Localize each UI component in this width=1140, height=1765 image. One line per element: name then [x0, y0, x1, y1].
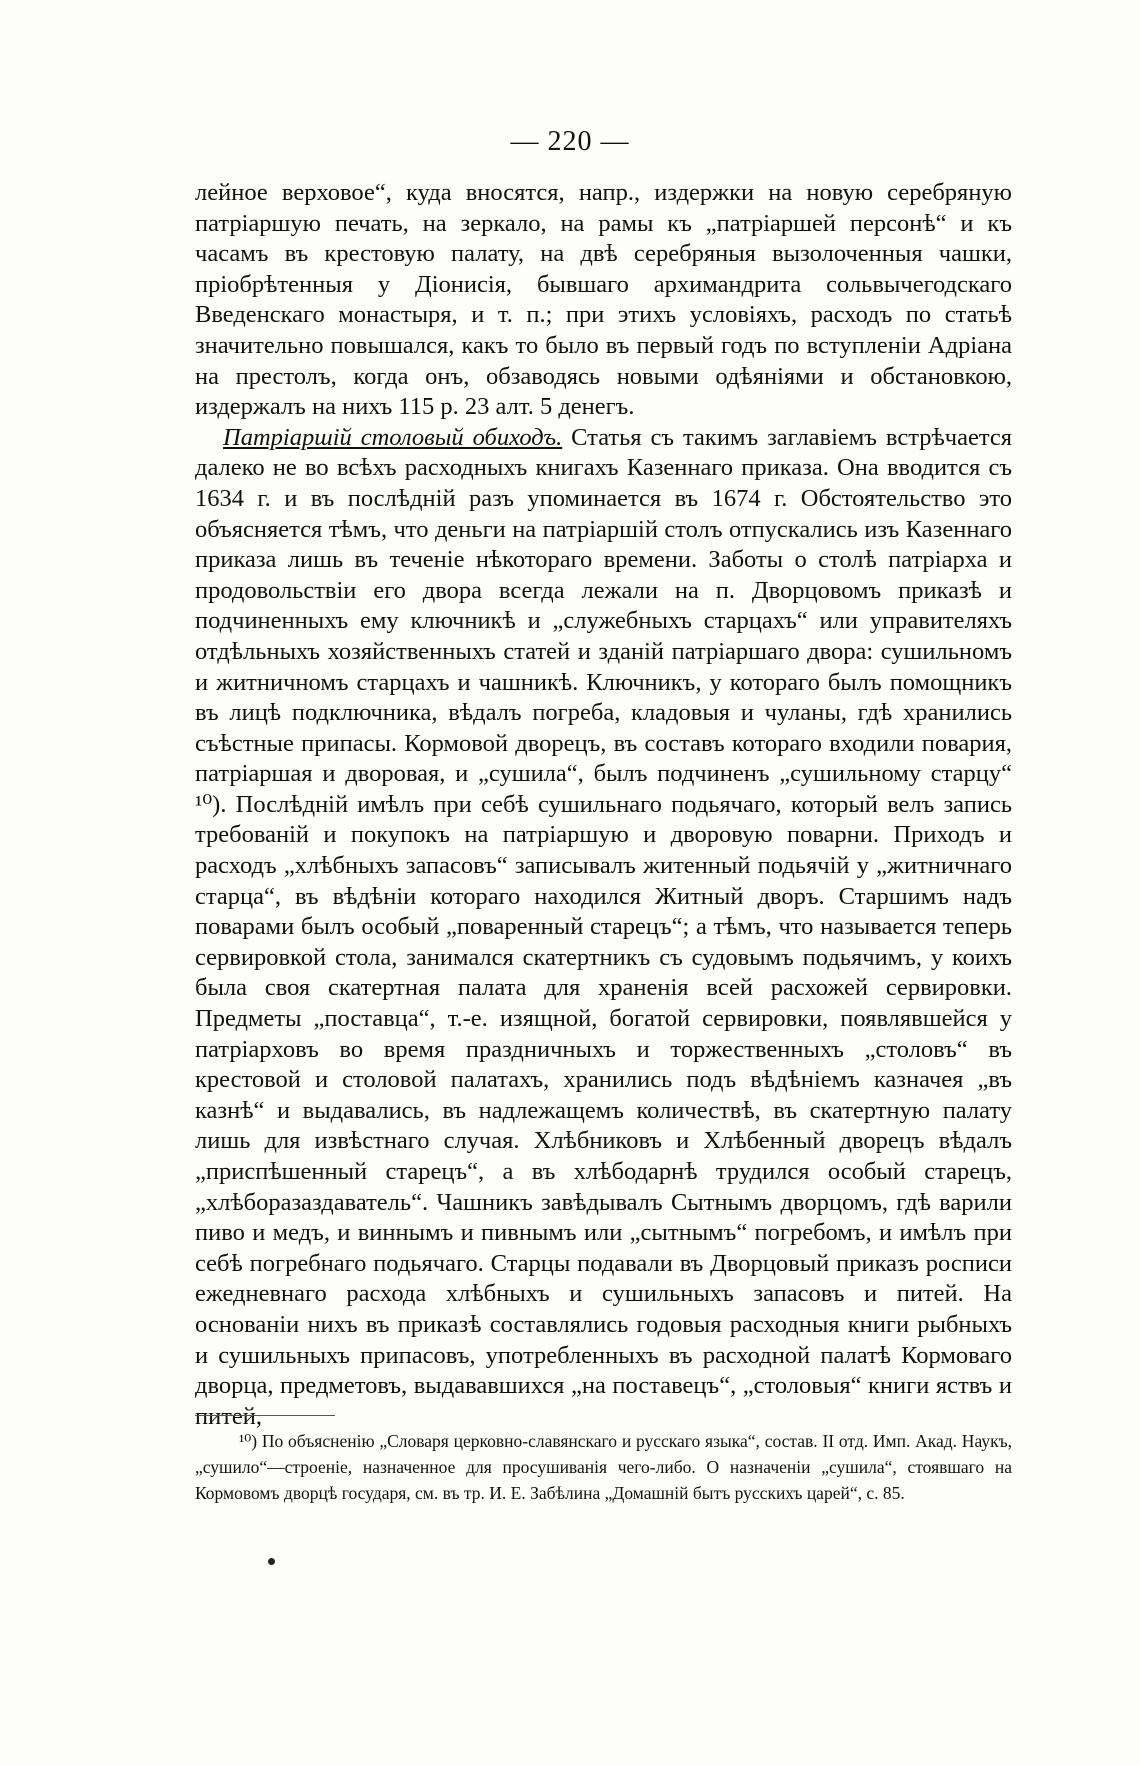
footnote-divider [195, 1415, 335, 1416]
section-heading-inline: Патріаршій столовый обиходъ. [223, 423, 563, 451]
ink-speck [268, 1558, 275, 1565]
paragraph-body: Статья съ такимъ заглавіемъ встрѣчается далеко не во всѣхъ расходныхъ книгахъ Казеннаго приказа. Она вводится съ 1634 г. и въ послѣдній разъ упоминается въ 1674 г. Обстоятельство это объясняется тѣмъ, что деньги на патріаршій столъ отпускались изъ Казеннаго приказа лишь въ теченіе нѣкотораго времени. Заботы о столѣ патріарха и продовольствіи его двора всегда лежали на п. Дворцовомъ приказѣ и подчиненныхъ ему ключникѣ и „служебныхъ старцахъ“ или управителяхъ отдѣльныхъ хозяйственныхъ статей и зданій патріаршаго двора: сушильномъ и житничномъ старцахъ и чашникѣ. Ключникъ, у котораго былъ помощникъ въ лицѣ подключника, вѣдалъ погреба, кладовыя и чуланы, гдѣ хранились съѣстные припасы. Кормовой дворецъ, въ составъ котораго входили повария, патріаршая и дворовая, и „сушила“, былъ подчиненъ „сушильному старцу“ ¹⁰). Послѣдній имѣлъ при себѣ сушильнаго подьячаго, который велъ запись требованій и покупокъ на патріаршую и дворовую поварни. Приходъ и расходъ „хлѣбныхъ запасовъ“ записывалъ житенный подьячій у „житничнаго старца“, въ вѣдѣніи котораго находился Житный дворъ. Старшимъ надъ поварами былъ особый „поваренный старецъ“; а тѣмъ, что называется теперь сервировкой стола, занимался скатертникъ съ судовымъ подьячимъ, у коихъ была своя скатертная палата для храненія всей расхожей сервировки. Предметы „поставца“, т.-е. изящной, богатой сервировки, появлявшейся у патріарховъ во время праздничныхъ и торжественныхъ „столовъ“ въ крестовой и столовой палатахъ, хранились подъ вѣдѣніемъ казначея „въ казнѣ“ и выдавались, въ надлежащемъ количествѣ, въ скатертную палату лишь для извѣстнаго случая. Хлѣбниковъ и Хлѣбенный дворецъ вѣдалъ „приспѣшенный старецъ“, а въ хлѣбодарнѣ трудился особый старецъ, „хлѣборазаздаватель“. Чашникъ завѣдывалъ Сытнымъ дворцомъ, гдѣ варили пиво и медъ, и виннымъ и пивнымъ или „сытнымъ“ погребомъ, и имѣлъ при себѣ погребнаго подьячаго. Старцы подавали въ Дворцовый приказъ росписи ежедневнаго расхода хлѣбныхъ и сушильныхъ запасовъ и питей. На основаніи нихъ въ приказѣ составлялись годовыя расходныя книги рыбныхъ и сушильныхъ припасовъ, употребленныхъ въ расходной палатѣ Кормоваго дворца, предметовъ, выдававшихся „на поставецъ“, „столовыя“ книги яствъ и питей, [195, 423, 1013, 1430]
paragraph-continued: лейное верховое“, куда вносятся, напр., издержки на новую серебряную патріаршую печать, на зеркало, на рамы къ „патріаршей персонѣ“ и къ часамъ въ крестовую палату, на двѣ серебряныя вызолоченныя чашки, пріобрѣтенныя у Діонисія, бывшаго архимандрита сольвычегодскаго Введенскаго монастыря, и т. п.; при этихъ условіяхъ, расходъ по статьѣ значительно повышался, какъ то было въ первый годъ по вступленіи Адріана на престолъ, когда онъ, обзаводясь новыми одѣяніями и обстановкою, издержалъ на нихъ 115 р. 23 алт. 5 денегъ. [195, 179, 1012, 421]
main-text [195, 178, 1012, 1432]
footnote: ¹⁰) По объясненію „Словаря церковно-славянскаго и русскаго языка“, состав. II отд. Имп. Акад. Наукъ, „сушило“—строеніе, назначенное для просушиванія чего-либо. О назначеніи „сушила“, стоявшаго на Кормовомъ дворцѣ государя, см. въ тр. И. Е. Забѣлина „Домашній бытъ русскихъ царей“, с. 85. [195, 1431, 1012, 1503]
page-number: — 220 — [510, 126, 630, 157]
paragraph-patriarch-table [195, 423, 1012, 1433]
